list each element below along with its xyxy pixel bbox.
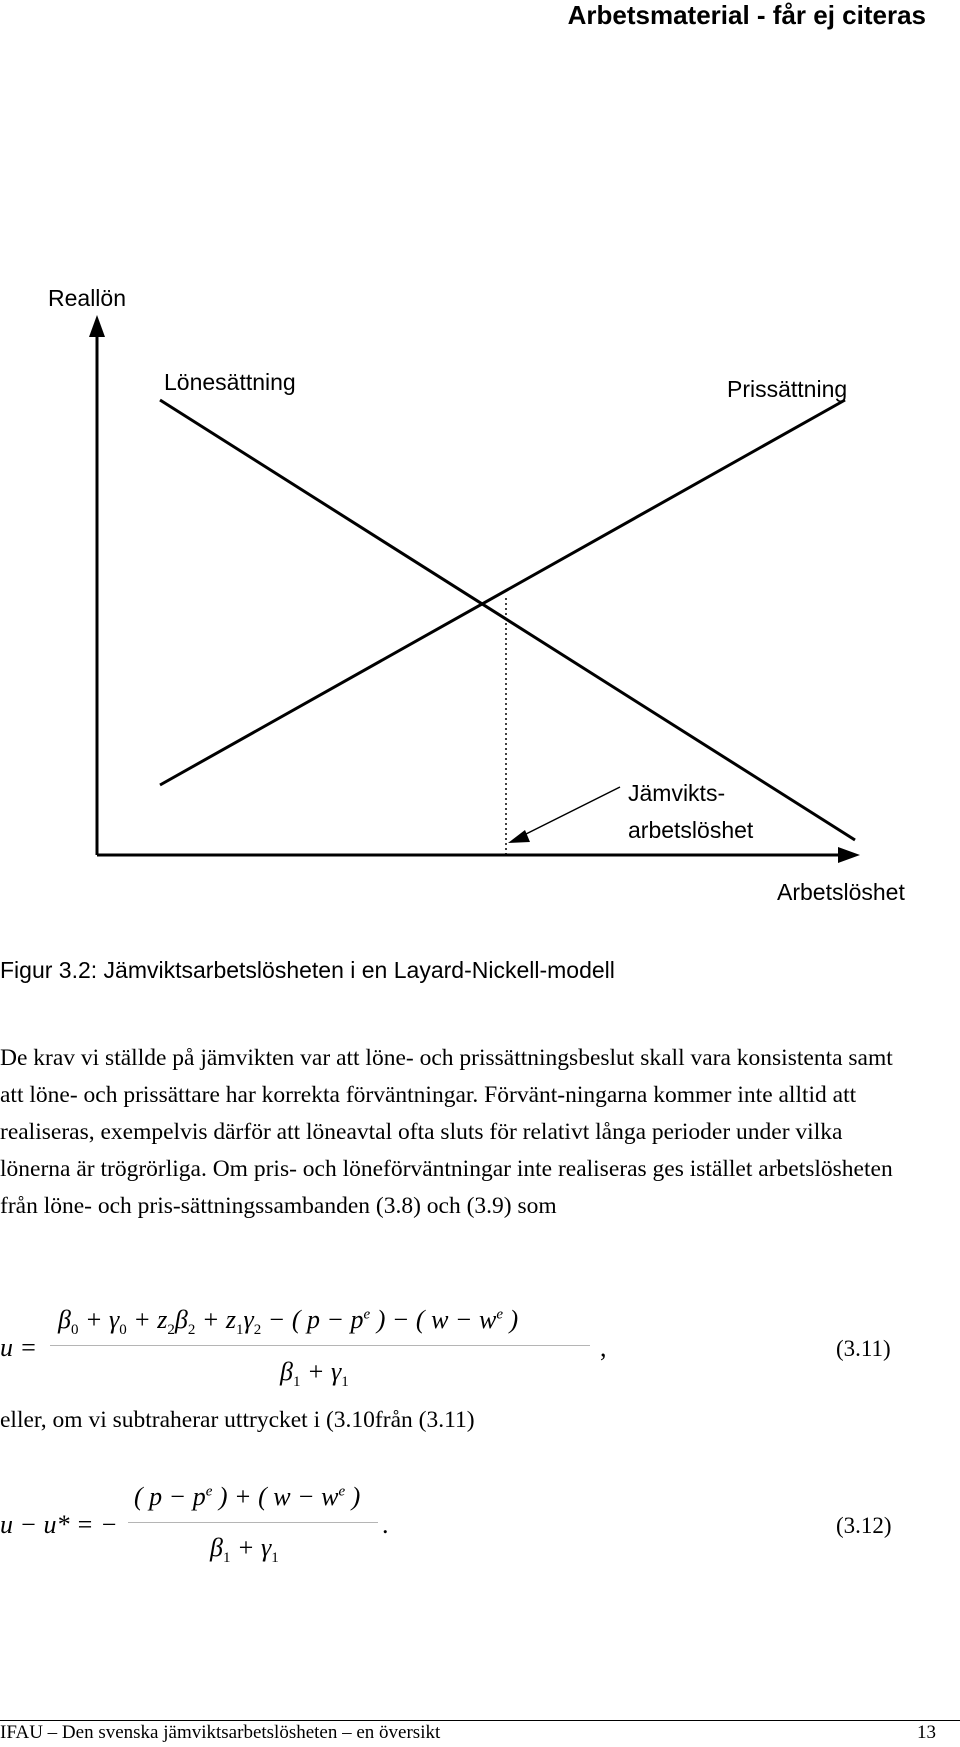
price-setting-label: Prissättning — [727, 376, 848, 402]
body-paragraph: De krav vi ställde på jämvikten var att löne- och prissättningsbeslut skall vara konsistenta samt att löne- och prissättare har korrekta förväntningar. Förvänt-ningarna kommer inte alltid att realiseras, exempelvis därför att löneavtal ofta sluts för relativt långa perioder under vilka lönerna är trögrörliga. Om pris- och löneförväntningar inte realiseras ges istället arbetslösheten från löne- och pris-sättningssambanden (3.8) och (3.9) som — [0, 1045, 893, 1219]
eq312-denominator: $\beta_1 + \gamma_1$ — [210, 1533, 279, 1567]
body-paragraph-block — [0, 1040, 910, 1225]
wage-setting-label: Lönesättning — [164, 369, 296, 395]
equilibrium-pointer-head — [508, 830, 530, 843]
eq312-numerator: ( $p - p^e$ ) + ( $w - w^e$ ) — [134, 1482, 361, 1511]
equilibrium-label-line2: arbetslöshet — [628, 817, 754, 843]
eq311-numerator: $\beta_0 + \gamma_0 + z_2\beta_2 + z_1\gamma_2$ − ( $p - p^e$ ) − ( $w - w^e$ ) — [58, 1305, 519, 1339]
x-axis-arrow — [838, 847, 860, 863]
eq311-number: (3.11) — [836, 1336, 891, 1361]
page-number: 13 — [917, 1722, 936, 1743]
wage-setting-curve — [160, 400, 855, 840]
eq311-denominator: $\beta_1 + \gamma_1$ — [280, 1357, 349, 1391]
running-header: Arbetsmaterial - får ej citeras — [567, 0, 926, 30]
footer-rule — [0, 1720, 960, 1721]
price-setting-curve — [160, 400, 845, 785]
eq312-fraction-bar — [128, 1522, 378, 1523]
eq311-lhs: u = — [0, 1333, 38, 1362]
between-equations-text: eller, om vi subtraherar uttrycket i (3.10från (3.11) — [0, 1407, 475, 1433]
x-axis-label: Arbetslöshet — [777, 879, 905, 905]
eq312-period: . — [382, 1510, 389, 1539]
equilibrium-pointer — [522, 787, 620, 836]
y-axis-label: Reallön — [48, 285, 126, 311]
equilibrium-label-line1: Jämvikts- — [628, 780, 726, 806]
eq312-number: (3.12) — [836, 1513, 892, 1538]
footer-title: IFAU – Den svenska jämviktsarbetslösheten – en översikt — [0, 1722, 441, 1743]
figure-caption: Figur 3.2: Jämviktsarbetslösheten i en Layard-Nickell-modell — [0, 957, 615, 983]
y-axis-arrow — [89, 315, 105, 337]
eq312-lhs: u − u* = − — [0, 1510, 118, 1539]
eq311-comma: , — [600, 1333, 607, 1362]
eq311-fraction-bar — [50, 1345, 590, 1346]
